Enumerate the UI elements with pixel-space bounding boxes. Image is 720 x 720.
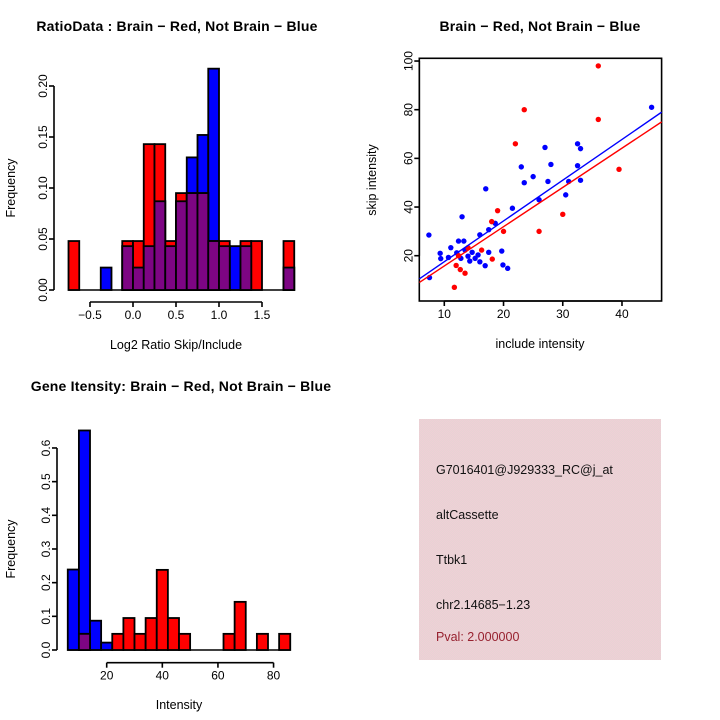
scatter-point-red: [560, 212, 565, 217]
y-tick-label: 0.3: [39, 540, 54, 558]
histogram-bar-overlap: [165, 246, 176, 290]
probe-id-text: G7016401@J929333_RC@j_at: [436, 463, 613, 477]
scatter-point-blue: [477, 259, 482, 264]
scatter-point-blue: [530, 174, 535, 179]
histogram-bar-overlap: [219, 246, 230, 290]
x-tick-label: 1.5: [253, 308, 271, 322]
scatter-point-blue: [542, 145, 547, 150]
histogram-bar-blue: [101, 268, 112, 290]
genomic-location-text: chr2.14685−1.23: [436, 598, 531, 612]
histogram-bar-red: [257, 634, 268, 650]
y-tick-label: 20: [401, 249, 416, 263]
gene-info-box: [419, 419, 661, 660]
scatter-point-blue: [469, 250, 474, 255]
histogram-bar-red: [235, 602, 246, 650]
x-tick-label: 0.5: [167, 308, 185, 322]
regression-line-red: [419, 122, 661, 283]
histogram-bar-overlap: [198, 193, 209, 290]
scatter-point-red: [490, 256, 495, 261]
scatter-point-red: [479, 247, 484, 252]
scatter-point-blue: [448, 245, 453, 250]
regression-line-blue: [419, 112, 661, 279]
histogram-bar-blue: [230, 246, 241, 290]
x-tick-label: 30: [556, 307, 570, 321]
y-tick-label: 0.2: [39, 574, 54, 592]
scatter-plot-area: [402, 51, 662, 321]
scatter-point-red: [452, 285, 457, 290]
scatter-point-blue: [438, 256, 443, 261]
scatter-point-blue: [486, 250, 491, 255]
scatter-point-blue: [649, 105, 654, 110]
y-tick-label: 0.20: [36, 74, 51, 98]
ratio-hist-title: RatioData : Brain − Red, Not Brain − Blue: [36, 18, 318, 34]
y-tick-label: 0.00: [36, 278, 51, 302]
scatter-point-blue: [578, 178, 583, 183]
histogram-bar-blue: [68, 570, 79, 650]
pval-text: Pval: 2.000000: [436, 630, 520, 644]
histogram-bar-red: [157, 570, 168, 650]
scatter-point-blue: [482, 263, 487, 268]
scatter-point-blue: [575, 141, 580, 146]
ratio-hist-plot-area: [36, 69, 294, 322]
histogram-bar-overlap: [241, 246, 252, 290]
x-tick-label: 40: [155, 668, 169, 683]
histogram-bar-red: [224, 634, 235, 650]
scatter-point-red: [489, 219, 494, 224]
x-tick-label: 10: [437, 307, 451, 321]
histogram-bar-red: [146, 618, 157, 650]
gene-hist-yaxis-label: Frequency: [4, 519, 18, 579]
histogram-bar-overlap: [155, 201, 166, 290]
scatter-point-blue: [456, 238, 461, 243]
y-tick-label: 0.1: [39, 607, 54, 625]
scatter-point-blue: [505, 266, 510, 271]
histogram-bar-overlap: [208, 241, 219, 290]
gene-hist-title: Gene Itensity: Brain − Red, Not Brain − Blue: [30, 378, 332, 394]
y-tick-label: 60: [401, 151, 416, 166]
ratio-hist-yaxis-label: Frequency: [4, 158, 18, 218]
y-tick-label: 100: [401, 51, 416, 72]
scatter-point-blue: [437, 251, 442, 256]
histogram-bar-red: [279, 634, 290, 650]
x-tick-label: 40: [615, 307, 629, 321]
scatter-point-red: [495, 208, 500, 213]
y-tick-label: 80: [401, 103, 416, 117]
scatter-point-red: [501, 229, 506, 234]
scatter-point-red: [596, 117, 601, 122]
scatter-point-red: [453, 263, 458, 268]
x-tick-label: −0.5: [78, 308, 102, 322]
histogram-bar-blue: [90, 621, 101, 650]
splice-type-text: altCassette: [436, 508, 499, 522]
scatter-point-blue: [510, 206, 515, 211]
histogram-bar-red: [135, 634, 146, 650]
scatter-point-blue: [545, 179, 550, 184]
y-tick-label: 0.4: [39, 506, 54, 524]
gene-hist-plot-area: [39, 430, 290, 682]
scatter-point-red: [513, 141, 518, 146]
panel-gene-intensity-histogram: [0, 360, 360, 720]
y-tick-label: 0.5: [39, 473, 54, 490]
scatter-point-blue: [499, 248, 504, 253]
x-tick-label: 20: [100, 668, 114, 683]
histogram-bar-overlap: [79, 634, 90, 650]
panel-ratio-histogram: [0, 0, 360, 360]
gene-name-text: Ttbk1: [436, 553, 468, 567]
scatter-point-blue: [563, 192, 568, 197]
scatter-point-blue: [519, 164, 524, 169]
scatter-point-red: [536, 229, 541, 234]
scatter-point-red: [616, 167, 621, 172]
scatter-point-blue: [467, 258, 472, 263]
panel-intensity-scatter: [360, 0, 720, 360]
gene-hist-xaxis-label: Intensity: [155, 698, 203, 712]
histogram-bar-overlap: [187, 193, 198, 290]
ratio-hist-xaxis-label: Log2 Ratio Skip/Include: [109, 338, 243, 352]
x-tick-label: 1.0: [210, 308, 228, 322]
x-tick-label: 20: [496, 307, 511, 321]
y-tick-label: 0.05: [36, 227, 51, 251]
y-tick-label: 40: [401, 200, 416, 214]
scatter-point-red: [462, 271, 467, 276]
histogram-bar-red: [179, 634, 190, 650]
scatter-point-blue: [522, 180, 527, 185]
histogram-bar-overlap: [284, 268, 295, 290]
x-tick-label: 80: [266, 668, 281, 683]
scatter-point-blue: [548, 162, 553, 167]
histogram-bar-blue: [101, 643, 112, 650]
histogram-bar-overlap: [176, 201, 187, 290]
x-tick-label: 0.0: [124, 308, 142, 322]
histogram-bar-overlap: [133, 268, 144, 290]
scatter-point-red: [458, 267, 463, 272]
scatter-point-blue: [575, 163, 580, 168]
y-tick-label: 0.10: [36, 176, 51, 200]
histogram-bar-red: [112, 634, 123, 650]
histogram-bar-red: [251, 241, 262, 290]
scatter-title: Brain − Red, Not Brain − Blue: [439, 18, 641, 34]
scatter-yaxis-label: skip intensity: [365, 144, 379, 216]
y-tick-label: 0.15: [36, 125, 51, 149]
y-tick-label: 0.6: [39, 439, 54, 457]
histogram-bar-overlap: [122, 246, 133, 290]
scatter-xaxis-label: include intensity: [495, 337, 585, 351]
y-tick-label: 0.0: [39, 641, 54, 659]
scatter-point-blue: [459, 214, 464, 219]
scatter-point-blue: [426, 232, 431, 237]
scatter-point-blue: [578, 146, 583, 151]
scatter-point-red: [522, 107, 527, 112]
scatter-point-blue: [465, 253, 470, 258]
histogram-bar-blue: [79, 430, 90, 650]
scatter-point-blue: [461, 238, 466, 243]
scatter-point-blue: [475, 252, 480, 257]
scatter-point-blue: [483, 186, 488, 191]
scatter-point-red: [596, 63, 601, 68]
x-tick-label: 60: [211, 668, 225, 683]
histogram-bar-red: [123, 618, 134, 650]
histogram-bar-red: [69, 241, 80, 290]
scatter-point-blue: [500, 262, 505, 267]
histogram-bar-red: [168, 618, 179, 650]
histogram-bar-overlap: [144, 246, 155, 290]
